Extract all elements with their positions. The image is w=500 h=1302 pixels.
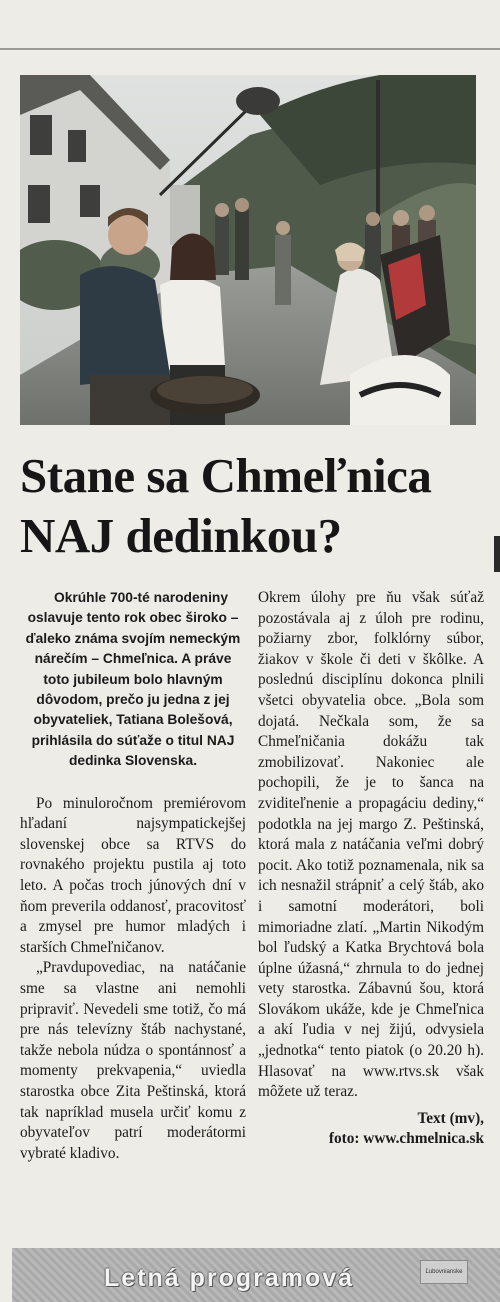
article-paragraph-3: Okrem úlohy pre ňu však súťaž pozostávala aj z úloh pre rodinu, požiarny zbor, folklórny súbor, žiakov v škole či deti v škôlke. A poslednú disciplínu dokonca plnili všetci obyvatelia obce. „Bola som dojatá. Nečkala som, že sa Chmeľničania dokážu tak zmobilizovať. Nakoniec ale pochopili, že je to šanca na zviditeľnenie a propagáciu dediny,“ podotkla na jej margo Z. Peštinská, ktorá mala z natáčania veľmi dobrý pocit. Ako totiž poznamenala, nik sa ich nesnažil strápniť a celý štáb, ako i samotní moderátori, boli mimoriadne zlatí. „Martin Nikodým bol ľudský a Katka Brychtová bola úplne úžasná,“ zhrnula to do jednej vety starostka. Zábavnú šou, ktorá Slovákom ukáže, kde je Chmeľnica a akí ľudia v nej žijú, odvysiela „jednotka“ tento piatok (o 20.20 h). Hlasovať na www.rtvs.sk však môžete už teraz. [258, 589, 484, 1101]
headline-line-2: NAJ dedinkou? [20, 508, 342, 563]
credit-photo: foto: www.chmelnica.sk [328, 1130, 484, 1148]
photo-illustration [20, 75, 476, 425]
article-lead: Okrúhle 700-té narodeniny oslavuje tento rok obec široko – ďaleko známa svojím nemeckým nárečím – Chmeľnica. A práve toto jubileum bolo hlavným dôvodom, prečo ju jedna z jej obyvateliek, Tatiana Bolešová, prihlásila do súťaže o titul NAJ dedinka Slovenska. [25, 590, 241, 769]
article-column-right [258, 588, 484, 1150]
article-credits [258, 1109, 484, 1150]
banner-text: Letná programová [104, 1264, 355, 1292]
top-rule [0, 48, 500, 50]
page-edge-mark [494, 536, 500, 572]
publisher-logo-text: Ľubovnianske [425, 1269, 463, 1275]
article-paragraph-1: Po minuloročnom premiérovom hľadaní najsympatickejšej slovenskej obce sa RTVS do rovnakého projektu pustila aj toto leto. A počas troch júnových dní v ňom preverila oddanosť, pracovitosť a zmysel pre humor mladých i starších Chmeľničanov. [20, 794, 246, 956]
article-paragraph-2: „Pravdupovediac, na natáčanie sme sa vlastne ani nemohli pripraviť. Nevedeli sme totiž, čo má pre nás televízny štáb nachystané, takže nebola núdza o spontánnosť a momenty prekvapenia,“ uviedla starostka obce Zita Peštinská, ktorá tak napríklad musela určiť komu z obyvateľov patrí moderátormi vybraté kladivo. [20, 959, 246, 1162]
article-photo [20, 75, 476, 425]
credit-text: Text (mv), [417, 1109, 484, 1127]
publisher-logo [420, 1260, 468, 1284]
article-column-left [20, 588, 246, 1164]
bottom-banner [12, 1248, 500, 1302]
headline-line-1: Stane sa Chmeľnica [20, 448, 432, 503]
article-headline [20, 446, 490, 566]
